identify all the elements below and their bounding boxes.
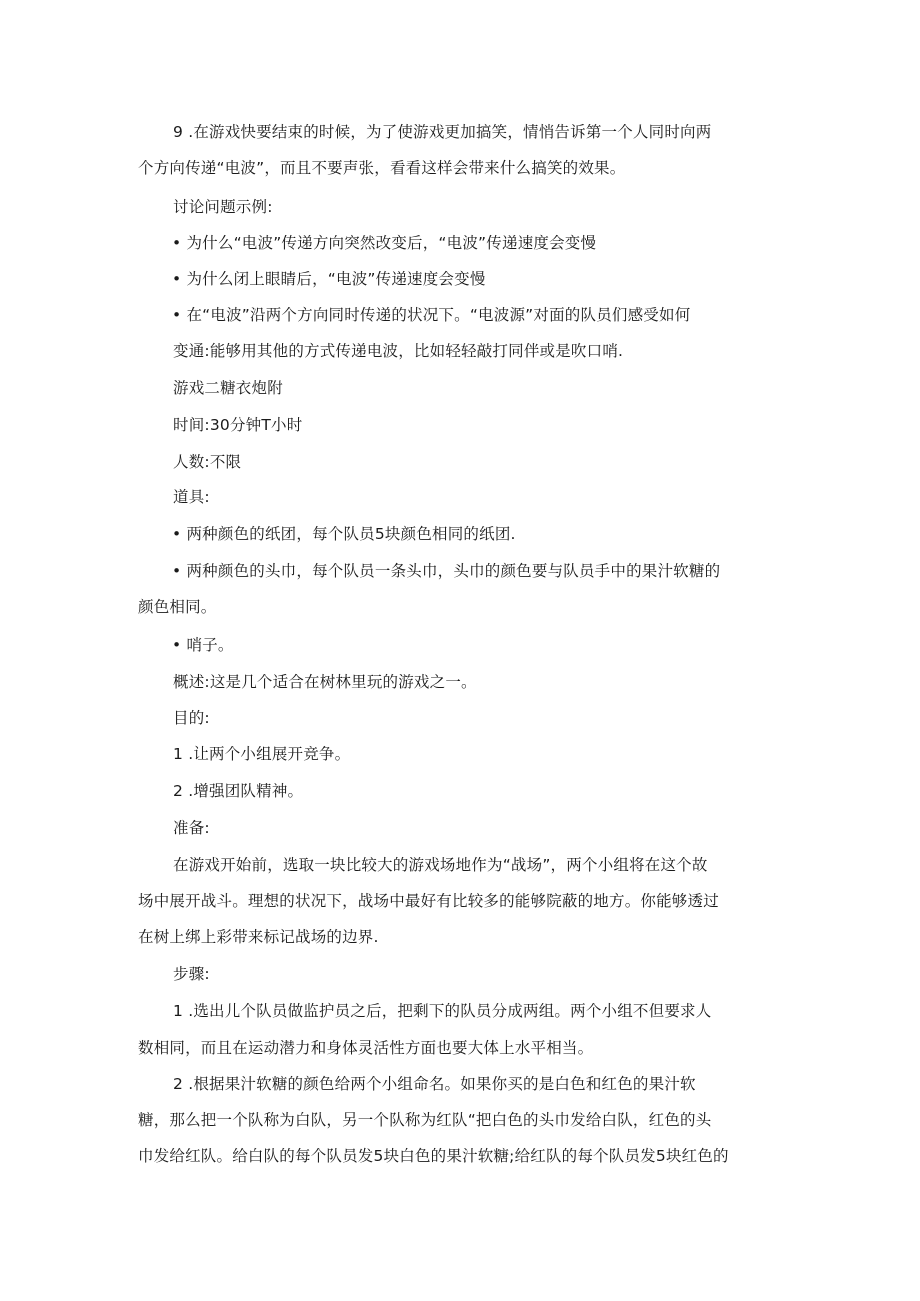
paragraph-line: 个方向传递“电波”，而且不要声张，看看这样会带来什么搞笑的效果。 [138,159,626,177]
bullet-item: • 两种颜色的纸团，每个队员5块颜色相同的纸团. [172,525,516,543]
section-label: 步骤: [173,965,210,983]
section-label: 道具: [173,488,210,506]
paragraph-line: 糖，那么把一个队称为白队，另一个队称为红队“把白色的头巾发给白队，红色的头 [138,1111,712,1129]
paragraph-line: 在游戏开始前，选取一块比较大的游戏场地作为“战场”，两个小组将在这个故 [173,856,708,874]
paragraph-line: 数相同，而且在运动潜力和身体灵活性方面也要大体上水平相当。 [138,1039,594,1057]
numbered-item: 1 .选出儿个队员做监护员之后，把剩下的队员分成两组。两个小组不但要求人 [173,1002,712,1020]
section-label: 讨论问题示例: [173,198,273,216]
info-line: 人数:不限 [173,453,242,471]
paragraph-line: 巾发给红队。给白队的每个队员发5块白色的果汁软糖;给红队的每个队员发5块红色的 [138,1147,729,1165]
paragraph-line: 概述:这是几个适合在树林里玩的游戏之一。 [173,673,477,691]
section-label: 准备: [173,819,210,837]
bullet-item: • 为什么“电波”传递方向突然改变后，“电波”传递速度会变慢 [172,234,597,252]
bullet-item: • 哨子。 [172,636,234,654]
paragraph-line: 场中展开战斗。理想的状况下，战场中最好有比较多的能够院蔽的地方。你能够透过 [138,892,719,910]
bullet-item: • 两种颜色的头巾，每个队员一条头巾，头巾的颜色要与队员手中的果汁软糖的 [172,562,721,580]
paragraph-line: 颜色相同。 [138,598,217,616]
section-label: 目的: [173,709,210,727]
bullet-item: • 在“电波”沿两个方向同时传递的状况下。“电波源”对面的队员们感受如何 [172,306,691,324]
paragraph-line: 在树上绑上彩带来标记战场的边界. [138,928,379,946]
numbered-item: 2 .根据果汁软糖的颜色给两个小组命名。如果你买的是白色和红色的果汁软 [173,1075,696,1093]
bullet-item: • 为什么闭上眼睛后，“电波”传递速度会变慢 [172,270,486,288]
numbered-item: 1 .让两个小组展开竞争。 [173,745,351,763]
paragraph-line: 变通:能够用其他的方式传递电波，比如轻轻敲打同伴或是吹口哨. [173,342,624,360]
paragraph-line: 9 .在游戏快要结束的时候，为了使游戏更加搞笑，情悄告诉第一个人同时向两 [173,123,712,141]
section-heading: 游戏二糖衣炮附 [173,379,283,397]
info-line: 时间:30分钟T小时 [173,416,303,434]
numbered-item: 2 .增强团队精神。 [173,782,304,800]
